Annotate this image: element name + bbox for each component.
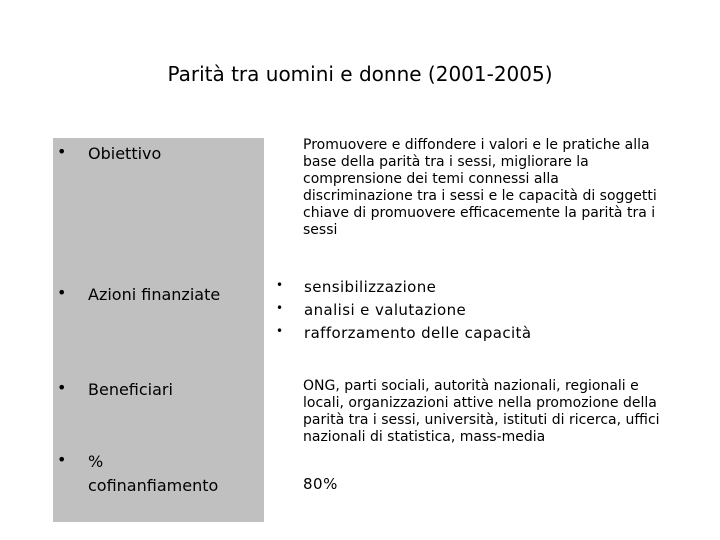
beneficiaries-description: ONG, parti sociali, autorità nazionali, regionali e locali, organizzazioni attive nella promozione della parità tra i sessi, università, istituti di ricerca, uffici nazionali di statistica, mass-media — [303, 378, 660, 445]
bullet: • — [57, 142, 67, 161]
label-text: Beneficiari — [88, 380, 173, 399]
label-text: Azioni finanziate — [88, 285, 221, 304]
list-item-text: rafforzamento delle capacità — [304, 324, 532, 342]
cofinancing-value: 80% — [303, 475, 338, 493]
label-panel — [53, 138, 264, 522]
bullet: • — [57, 450, 67, 469]
bullet: • — [276, 278, 284, 292]
label-text-line1: % — [88, 452, 104, 471]
bullet: • — [57, 378, 67, 397]
label-text-line2: cofinanfiamento — [88, 476, 219, 495]
slide-title: Parità tra uomini e donne (2001-2005) — [167, 62, 553, 86]
list-item-text: analisi e valutazione — [304, 301, 467, 319]
objective-description: Promuovere e diffondere i valori e le pratiche alla base della parità tra i sessi, migliorare la comprensione dei temi connessi alla discriminazione tra i sessi e le capacità di soggetti chiave di promuovere efficacemente la parità tra i sessi — [303, 137, 657, 238]
list-item-text: sensibilizzazione — [304, 278, 437, 296]
bullet: • — [57, 283, 67, 302]
label-text: Obiettivo — [88, 144, 162, 163]
bullet: • — [276, 324, 284, 338]
bullet: • — [276, 301, 284, 315]
